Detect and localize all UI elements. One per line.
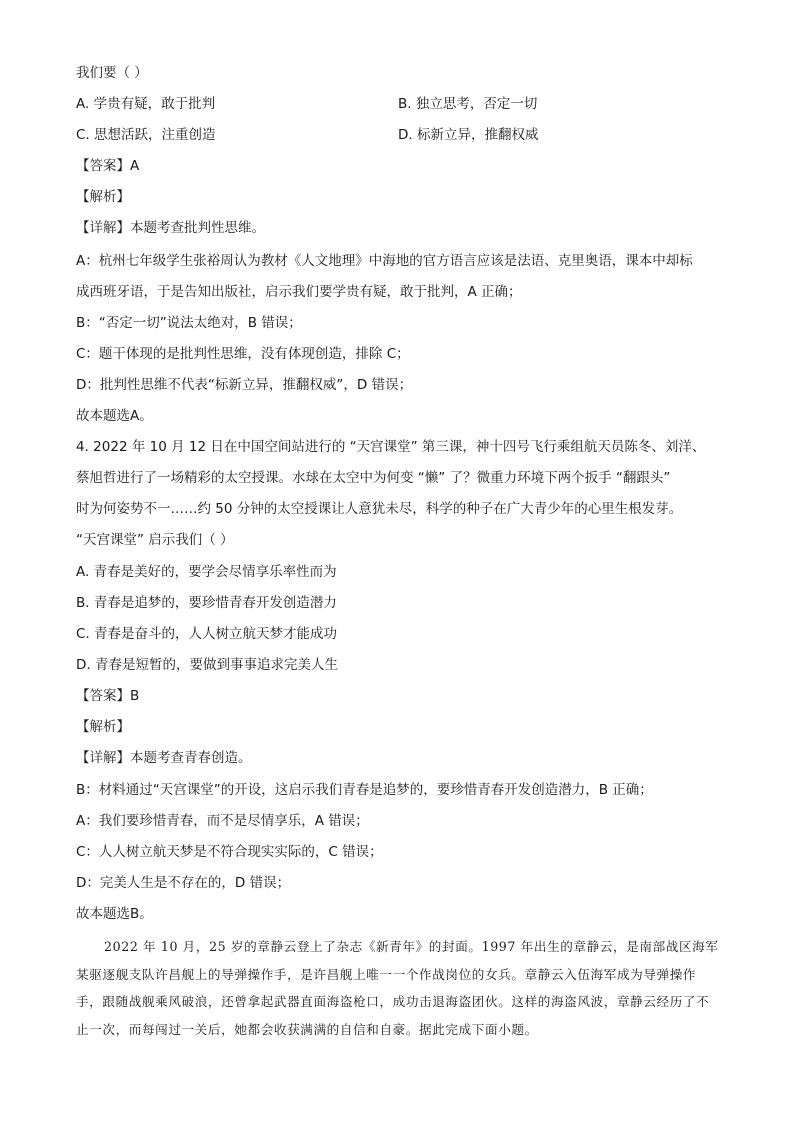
q4-explanation-line: A：我们要珍惜青春，而不是尽情享乐，A 错误； — [76, 813, 369, 829]
q4-option-a: A. 青春是美好的，要学会尽情享乐率性而为 — [76, 564, 337, 580]
q3-stem-tail: 我们要（ ） — [76, 65, 148, 81]
q4-option-d: D. 青春是短暂的，要做到事事追求完美人生 — [76, 657, 338, 673]
q4-stem-line: 时为何姿势不一……约 50 分钟的太空授课让人意犹未尽，科学的种子在广大青少年的心里生根发芽。 — [76, 501, 683, 517]
q4-stem-line: “天宫课堂” 启示我们（ ） — [76, 532, 234, 548]
q3-explanation-line: D：批判性思维不代表“标新立异，推翻权威”，D 错误； — [76, 377, 413, 393]
q4-explanation-line: C：人人树立航天梦是不符合现实实际的，C 错误； — [76, 844, 383, 860]
q3-detail: 【详解】本题考查批判性思维。 — [76, 220, 265, 236]
q4-explanation-line: D：完美人生是不存在的，D 错误； — [76, 875, 291, 891]
q3-conclusion: 故本题选A。 — [76, 408, 153, 424]
q3-explanation-line: 成西班牙语，于是告知出版社，启示我们要学贵有疑，敢于批判，A 正确； — [76, 284, 522, 300]
q4-stem-line: 4. 2022 年 10 月 12 日在中国空间站进行的 “天宫课堂” 第三课，神十四号飞行乘组航天员陈冬、刘洋、 — [76, 439, 706, 455]
q4-explanation-line: B：材料通过“天宫课堂”的开设，这启示我们青春是追梦的，要珍惜青春开发创造潜力，B 正确； — [76, 782, 653, 798]
q3-option-a: A. 学贵有疑，敢于批判 — [76, 96, 216, 112]
material-paragraph: 2022 年 10 月，25 岁的章静云登上了杂志《新青年》的封面。1997 年出生的章静云，是南部战区海军某驱逐舰支队许昌舰上的导弹操作手，是许昌舰上唯一一个作战岗位的女兵。章静云入伍海军成为导弹操作手，跟随战舰乘风破浪，还曾拿起武器直面海盗枪口，成功击退海盗团伙。这样的海盗风波，章静云经历了不止一次，而每闯过一关后，她都会收获满满的自信和自豪。据此完成下面小题。 — [76, 939, 719, 1037]
q3-analysis-title: 【解析】 — [76, 189, 130, 205]
q4-analysis-title: 【解析】 — [76, 719, 130, 735]
q4-answer: 【答案】B — [76, 688, 140, 704]
q3-answer: 【答案】A — [76, 158, 140, 174]
q4-option-b: B. 青春是追梦的，要珍惜青春开发创造潜力 — [76, 595, 337, 611]
q4-stem-line: 蔡旭哲进行了一场精彩的太空授课。水球在太空中为何变 “懒” 了？微重力环境下两个扳手 “翻跟头” — [76, 470, 671, 486]
q3-option-b: B. 独立思考，否定一切 — [398, 96, 538, 112]
q4-detail: 【详解】本题考查青春创造。 — [76, 750, 252, 766]
q3-option-d: D. 标新立异，推翻权威 — [398, 127, 539, 143]
q4-option-c: C. 青春是奋斗的，人人树立航天梦才能成功 — [76, 626, 338, 642]
q3-option-c: C. 思想活跃，注重创造 — [76, 127, 216, 143]
q4-conclusion: 故本题选B。 — [76, 906, 153, 922]
q3-explanation-line: B：“否定一切”说法太绝对，B 错误； — [76, 315, 302, 331]
q3-explanation-line: A：杭州七年级学生张裕周认为教材《人文地理》中海地的官方语言应该是法语、克里奥语，课本中却标 — [76, 253, 693, 269]
q3-explanation-line: C：题干体现的是批判性思维，没有体现创造，排除 C； — [76, 346, 410, 362]
